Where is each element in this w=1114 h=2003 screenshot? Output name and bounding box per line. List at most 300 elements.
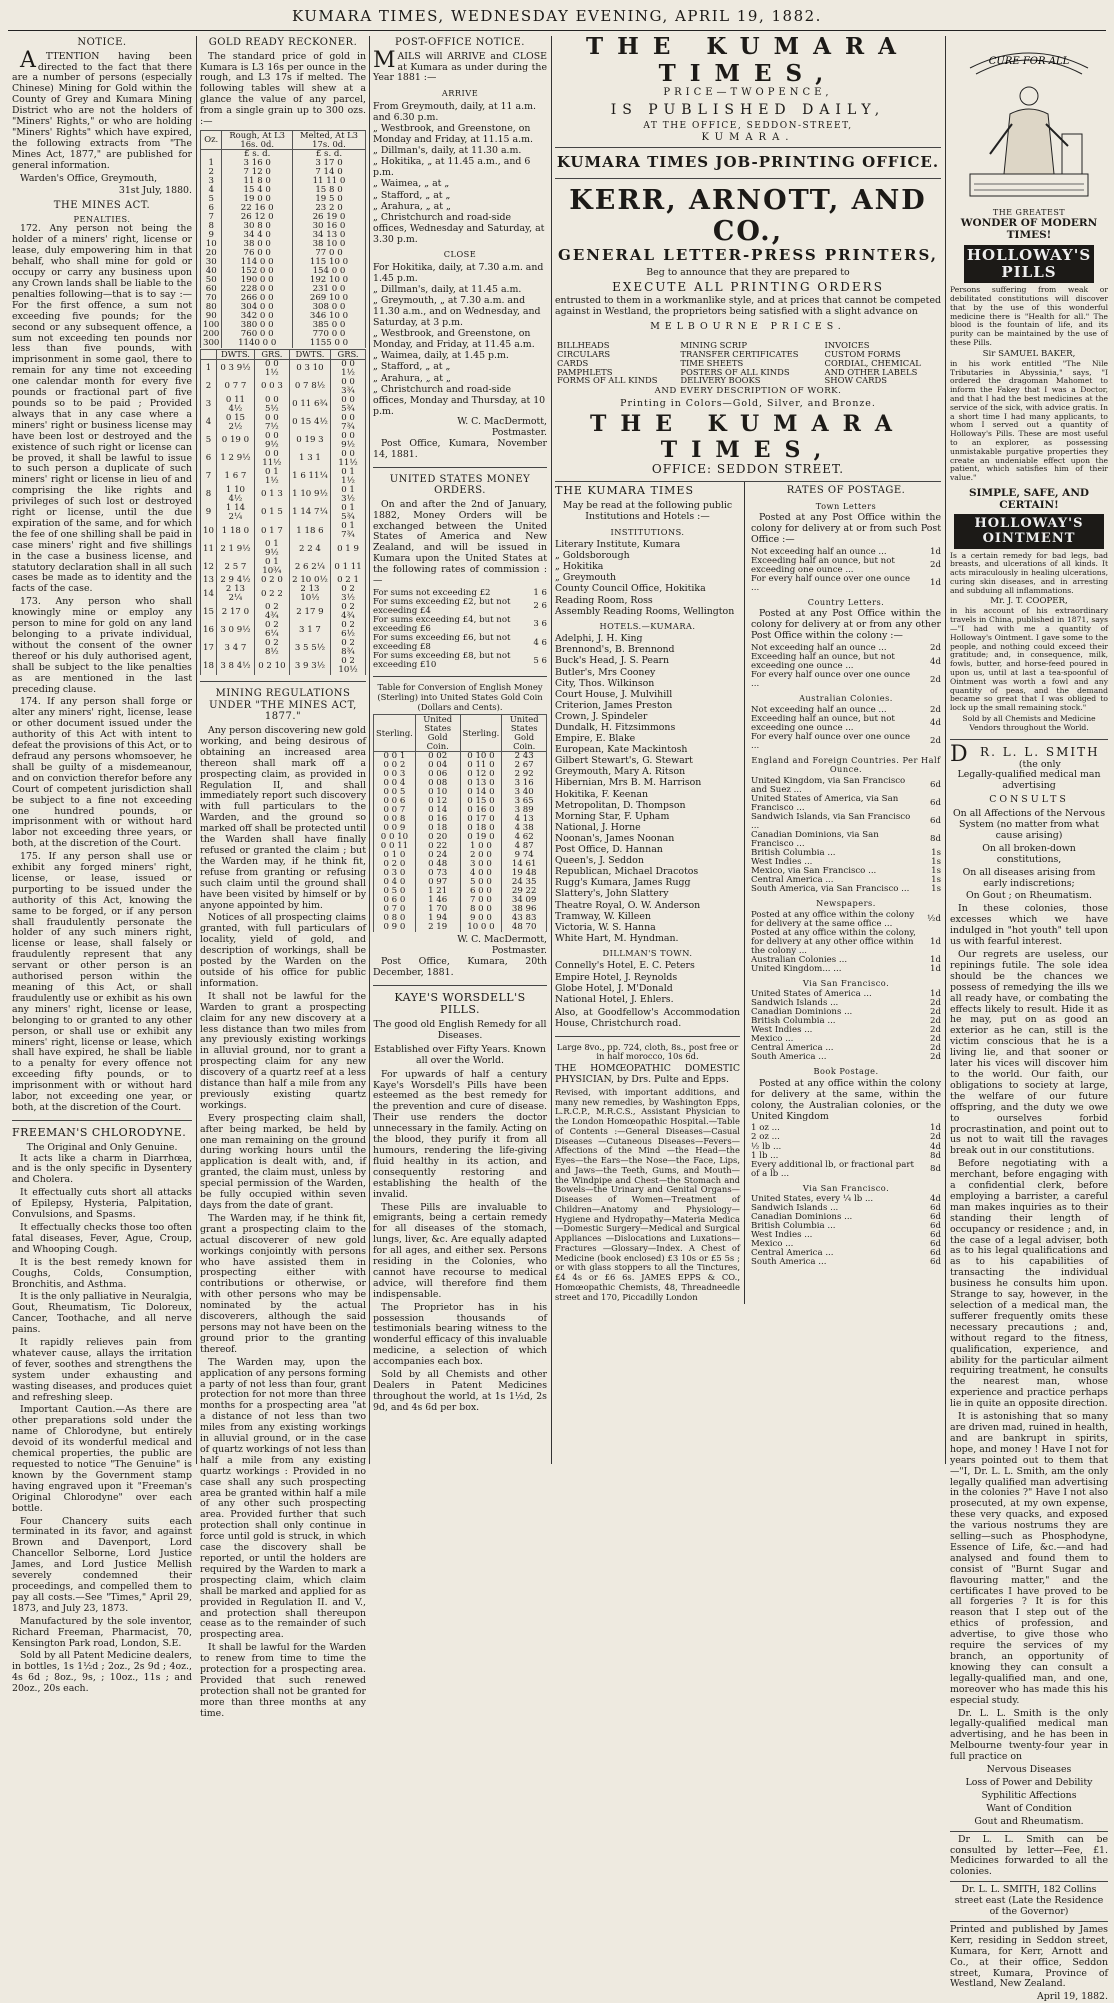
rate-label: Central America ...	[751, 1248, 834, 1259]
table-cell: 40	[201, 267, 222, 276]
table-cell: 11	[201, 540, 217, 558]
table-cell: 380 0 0	[222, 321, 293, 330]
rate-label: Mexico ...	[751, 1239, 794, 1250]
institutions-list	[555, 539, 740, 617]
table-row	[555, 376, 941, 385]
list-item: Tramway, W. Killeen	[555, 910, 651, 922]
postmaster-signature: W. C. MacDermott,	[457, 415, 547, 427]
notice-heading: NOTICE.	[77, 37, 127, 48]
table-cell: 1 6 11¼	[289, 468, 330, 486]
table-cell: 2 9 4½	[216, 576, 254, 585]
paragraph: 172. Any person not being the holder of a miners' right, license or lease, duly empowering him in that behalf, who shall mine for gold or occupy or carry any business upon any Crown lands shall be liable to the penalties following—that is to say :—For the first offence, a sum not exceeding five pounds; for the second or any subsequent offence, a sum not exceeding ten pounds nor less than five pounds, with imprisonment in some gaol, there to remain for any time not exceeding one calendar month for every five pounds or fractional part of five pounds so to be paid ; Provided always that in any case where a miners' right or business license may have been lost or destroyed and the existence of such right or license can be proved, it shall be lawful to issue to such person a duplicate of such miners' right or license in lieu of and comprising the like rights and privileges of such lost or destroyed right or license, until the due expiration of the same, and for which the fee of one shilling shall be paid in case miners' right and five shillings in the case a business license, and statutory declaration shall in all such cases be made as to identity and the facts of the case.	[12, 223, 192, 595]
rate-label: United States, every ¼ lb ...	[751, 1194, 874, 1205]
service-item: PAMPHLETS	[557, 366, 613, 377]
paragraph: Dr. L. L. Smith is the only legally-qualified medical man advertising, and he has been in Melbourne twenty-four year in full practice on	[950, 1707, 1108, 1763]
rate-row	[751, 715, 941, 733]
table-cell: 0 16	[415, 815, 460, 824]
kayes-pills-subheading: The good old English Remedy for all Diseases.	[373, 1019, 547, 1041]
table-cell: 19 5 0	[293, 195, 366, 204]
list-item: Criterion, James Preston	[555, 699, 673, 711]
institutions-column	[555, 482, 745, 1304]
table-cell: 0 0 11½	[331, 450, 366, 468]
paragraph: Any person discovering new gold working, and being desirous of obtaining an increased area thereon shall mark off a prospecting claim, as provided in Regulation II, and shall immediately report such discovery with full particulars to the Warden, and the ground so marked off shall be protected until the Warden shall have finally refused or granted the claim ; but the Warden may, if he think fit, refuse from granting or refusing such claim until the ground shall have been visited by himself or by anyone appointed by him.	[200, 725, 366, 911]
table-cell: 192 10 0	[293, 276, 366, 285]
table-cell: 38 96	[502, 905, 547, 914]
job-printing-heading: KUMARA TIMES JOB-PRINTING OFFICE.	[556, 153, 940, 172]
table-cell: 8 0 0	[460, 905, 502, 914]
arrive-list	[373, 101, 547, 245]
list-item: Morning Star, F. Upham	[555, 810, 670, 822]
list-item: Queen's, J. Seddon	[555, 855, 644, 867]
table-cell: 0 1 0	[374, 851, 416, 860]
table-header: United States Gold Coin.	[415, 715, 460, 751]
table-header: DWTS.	[289, 349, 330, 359]
column-rule	[551, 36, 552, 1464]
table-cell: 0 2 6¼	[254, 621, 289, 639]
separator	[373, 467, 547, 468]
ready-reckoner-intro: The standard price of gold in Kumara is L3 16s per ounce in the rough, and L3 17s if melted. The following tables will shew at a glance the value of any parcel, from a single grain up to 300 ozs. :—	[200, 50, 366, 128]
rate-row	[373, 652, 547, 670]
table-row	[201, 396, 366, 414]
list-item: „ Stafford, „ at „	[373, 189, 451, 201]
paragraph: Four Chancery suits each terminated in its favor, and against Brown and Davenport, Lord Chancellor Selborne, Lord Justice James, and Lord Justice Mellish severely condemned their proceedings, and compelled them to pay all costs.—See "Times," April 29, 1873, and July 23, 1873.	[12, 1515, 192, 1614]
table-cell: 0 2 0	[254, 576, 289, 585]
rate-label: Posted at any office within the colony for delivery at the same office ...	[751, 909, 915, 929]
list-item: Adelphi, J. H. King	[555, 633, 643, 645]
service-item: MINING SCRIP	[680, 340, 748, 351]
book-postage-intro: Posted at any office within the colony for delivery at the same, within the colony, the Australian colonies, or the United Kingdom	[751, 1077, 941, 1122]
table-cell: 2 43	[502, 751, 547, 761]
list-item: „ Arahura, „ at „	[373, 372, 451, 384]
rate-price: 1s	[931, 884, 941, 895]
table-cell: 3	[201, 177, 222, 186]
table-header: Sterling.	[374, 715, 416, 751]
table-cell: 3 4 7	[216, 639, 254, 657]
rate-price: 1d	[930, 546, 941, 557]
table-cell: 34 4 0	[222, 231, 293, 240]
rate-price: 6d	[930, 816, 941, 827]
dr-smith-text	[950, 904, 1108, 1763]
rate-price: 4 6	[533, 637, 547, 648]
table-cell: 0 2 4¾	[331, 603, 366, 621]
list-item: „ Waimea, „ at „	[373, 178, 450, 190]
table-cell: 266 0 0	[222, 294, 293, 303]
paragraph: On all broken-down constitutions,	[982, 842, 1076, 865]
table-cell: 0 0 1½	[254, 359, 289, 378]
list-item: European, Kate Mackintosh	[555, 744, 688, 756]
paragraph: Sold by all Patent Medicine dealers, in bottles, 1s 1½d ; 2oz., 2s 9d ; 4oz., 4s 6d ; 8oz., 9s, ; 10oz., 11s ; and 20oz., 20s each.	[12, 1650, 192, 1695]
close-list	[373, 262, 547, 417]
conversion-heading: Table for Conversion of English Money (Sterling) into United States Gold Coin (Dollars and Cents).	[377, 682, 543, 712]
rate-label: Exceeding half an ounce, but not exceeding one ounce ...	[751, 713, 895, 733]
table-row	[201, 504, 366, 522]
rate-price: 1d	[930, 936, 941, 947]
table-cell: 0 97	[415, 878, 460, 887]
rate-label: Central America ...	[751, 1043, 834, 1054]
list-item: Empire, E. Blake	[555, 733, 636, 745]
rate-price: 6d	[930, 1248, 941, 1259]
consults-list	[950, 809, 1108, 902]
list-item: For Hokitika, daily, at 7.30 a.m. and 1.45 p.m.	[373, 261, 544, 284]
list-item: „ Westbrook, and Greenstone, on Monday, and Friday, at 11.45 a.m.	[373, 328, 535, 351]
pills-text: Persons suffering from weak or debilitated constitutions will discover that by the use of this wonderful medicine there is "Health for all." The blood is the fountain of life, and its purity can be maintained by the use of these Pills.	[950, 285, 1108, 348]
table-cell: 8	[201, 222, 222, 231]
table-cell: 0 2 10	[254, 657, 289, 675]
service-item: CARDS	[557, 357, 589, 368]
paragraph: It rapidly relieves pain from whatever cause, allays the irritation of fever, soothes and strengthens the system under exhausting and wasting diseases, and produces quiet and refreshing sleep.	[12, 1337, 192, 1403]
rate-row	[373, 634, 547, 652]
table-cell: 9 74	[502, 851, 547, 860]
rate-label: For every half ounce over one ounce ...	[751, 670, 911, 690]
lower-section	[555, 482, 941, 1304]
mining-regulations-text	[200, 726, 366, 1720]
table-cell: 19 48	[502, 869, 547, 878]
rate-label: Posted at any office within the colony, for delivery at any other office within the colony ...	[751, 927, 916, 956]
rate-price: 4d	[930, 718, 941, 729]
table-cell: 0 15 4½	[289, 414, 330, 432]
paragraph: Notices of all prospecting claims granted, with full particulars of locality, yield of gold, and description of workings, shall be posted by the Warden on the outside of his office for public information.	[200, 912, 366, 989]
rate-price: 1d	[930, 954, 941, 965]
table-cell: 0 5 0	[374, 887, 416, 896]
table-cell: 9	[201, 231, 222, 240]
table-cell: 0 1 3½	[331, 486, 366, 504]
rate-price: 2d	[930, 1034, 941, 1045]
conversion-signature: W. C. MacDermott,	[457, 933, 547, 945]
table-cell: 0 1 5	[254, 504, 289, 522]
list-item: „ Greymouth, „ at 7.30 a.m. and 11.30 a.m., and on Wednesday, and Saturday, at 3 p.m.	[373, 294, 541, 329]
list-item: „ Waimea, daily, at 1.45 p.m.	[373, 350, 509, 362]
dr-smith-only: (the only	[1018, 758, 1061, 770]
rate-label: 1 lb ...	[751, 1150, 779, 1161]
kayes-pills-established: Established over Fifty Years. Known all over the World.	[374, 1043, 546, 1066]
table-row	[201, 522, 366, 540]
table-cell: 0 0 7	[374, 806, 416, 815]
list-item: County Council Office, Hokitika	[555, 583, 706, 595]
rate-price: 2d	[930, 1132, 941, 1143]
rate-price: 6d	[930, 1239, 941, 1250]
table-cell: 11 11 0	[293, 177, 366, 186]
table-cell: 190 0 0	[222, 276, 293, 285]
table-cell: 12	[201, 558, 217, 576]
dr-smith-address: Dr. L. L. SMITH, 182 Collins street east (Late the Residence of the Governor)	[954, 1884, 1104, 1918]
sold-by: Sold by all Chemists and Medicine Vendors throughout the World.	[962, 714, 1096, 732]
table-cell: 4 0 0	[460, 869, 502, 878]
table-cell: 6 0 0	[460, 887, 502, 896]
table-cell: 6	[201, 204, 222, 213]
rate-price: 2d	[930, 560, 941, 571]
cooper-text: in his account of his extraordinary travels in China, published in 1871, says—"I had with me a quantity of Holloway's Ointment. I gave some to the people, and nothing could exceed their gratitude; and, in consequence, milk, fowls, butter, and horse-feed poured in upon us, until at last a tea-spoonful of Ointment was worth a fowl and any quantity of peas, and the demand became so great that I was obliged to lock up the small remaining stock."	[950, 606, 1108, 713]
dr-smith-ailments	[950, 1765, 1108, 1828]
table-cell: 0 12	[415, 797, 460, 806]
money-orders-intro: On and after the 2nd of January, 1882, Money Orders will be exchanged between the United States of America and New Zealand, and will be issued in Kumara upon the United States at the following rates of commission :—	[373, 498, 547, 587]
cooper-name: Mr. J. T. COOPER,	[990, 596, 1068, 607]
rate-label: For sums exceeding £4, but not exceeding £6	[373, 614, 511, 634]
rate-price: 2d	[930, 736, 941, 747]
table-header: GRS.	[331, 349, 366, 359]
times-title: THE KUMARA TIMES,	[586, 33, 910, 87]
table-cell: 1 18 6	[289, 522, 330, 540]
chlorodyne-heading: FREEMAN'S CHLORODYNE.	[12, 1125, 187, 1139]
baker-text: in his work entitled "The Nile Tributaries in Abyssinia," says, "I ordered the dragoman Mahomet to inform the Fakey that I was a Doctor, and that I had the best medicines at the service of the sick, with advice gratis. In a short time I had many applicants, to whom I served out a quantity of Holloway's Pills. These are most useful to an explorer, as possessing unmistakable purgative properties they create an undeniable effect upon the patient, which satisfies him of their value."	[950, 358, 1108, 483]
table-cell: 3 40	[502, 788, 547, 797]
table-cell: 1 46	[415, 896, 460, 905]
list-item: National Hotel, J. Ehlers.	[555, 993, 674, 1005]
table-cell: 228 0 0	[222, 285, 293, 294]
rate-price: 1d	[930, 1123, 941, 1134]
newspapers-heading: Newspapers.	[816, 898, 876, 909]
table-cell: 0 06	[415, 770, 460, 779]
table-cell: 1 94	[415, 914, 460, 923]
table-cell: 30 8 0	[222, 222, 293, 231]
rate-price: 6d	[930, 1230, 941, 1241]
firm-name: KERR, ARNOTT, AND CO.,	[569, 184, 927, 247]
rate-label: For sums not exceeding £2	[373, 587, 491, 598]
book-postage-rates	[751, 1124, 941, 1178]
chlorodyne-text	[12, 1154, 192, 1696]
table-header: Melted, At L3 17s. 0d.	[293, 130, 366, 149]
rate-label: British Columbia ...	[751, 847, 836, 858]
newspapers-rates	[751, 911, 941, 974]
list-item: Victoria, W. S. Hanna	[555, 921, 656, 933]
list-item: „ Stafford, „ at „	[373, 361, 451, 373]
table-cell: 26 12 0	[222, 213, 293, 222]
print-services-table	[555, 341, 941, 385]
post-office-heading: POST-OFFICE NOTICE.	[395, 37, 525, 48]
dr-smith-letter: Dr L. L. Smith can be consulted by letter—Fee, £1. Medicines forwarded to all the colonies.	[950, 1833, 1108, 1878]
imprint: Printed and published by James Kerr, residing in Seddon street, Kumara, for Kerr, Arnott and Co., at their office, Seddon street, Kumara, Province of Westland, New Zealand.	[950, 1923, 1108, 1990]
list-item: „ Christchurch and road-side offices, Wednesday and Saturday, at 3.30 p.m.	[373, 211, 545, 245]
list-item: Globe Hotel, J. M'Donald	[555, 982, 673, 994]
table-cell: 0 4 0	[374, 878, 416, 887]
postage-rates-heading: RATES OF POSTAGE.	[786, 485, 906, 497]
postage-rates-column	[751, 482, 941, 1304]
rate-price: 8d	[930, 1150, 941, 1161]
separator	[950, 1881, 1108, 1882]
table-header: United States Gold Coin.	[502, 715, 547, 751]
service-item: TRANSFER CERTIFICATES	[680, 348, 799, 359]
list-item: Crown, J. Spindeler	[555, 710, 648, 722]
list-item: „ Hokitika	[555, 561, 604, 573]
rate-row	[751, 1161, 941, 1179]
table-cell: 0 15 0	[460, 797, 502, 806]
table-header: Oz.	[201, 130, 222, 149]
table-row	[201, 657, 366, 675]
rate-row	[751, 733, 941, 751]
table-cell: 0 19 0	[216, 432, 254, 450]
table-cell: 0 8 0	[374, 914, 416, 923]
rate-label: For sums exceeding £2, but not exceeding £4	[373, 596, 511, 616]
kayes-pills-text	[373, 1070, 547, 1414]
paragraph: It effectually cuts short all attacks of Epilepsy, Hysteria, Palpitation, Convulsions, and Spasms.	[12, 1187, 192, 1221]
melbourne-prices: MELBOURNE PRICES.	[650, 321, 846, 333]
rate-label: 2 oz ...	[751, 1132, 780, 1143]
notice-date: 31st July, 1880.	[118, 185, 192, 197]
table-cell: 346 10 0	[293, 312, 366, 321]
commission-table	[373, 589, 547, 670]
table-cell: 9 0 0	[460, 914, 502, 923]
table-cell: 1155 0 0	[293, 339, 366, 348]
list-item: Dundalk, H. Fitzsimmons	[555, 722, 676, 734]
table-cell: 0 1 10¾	[254, 558, 289, 576]
kayes-pills-heading: KAYE'S WORSDELL'S PILLS.	[394, 990, 526, 1017]
column-5	[950, 34, 1108, 2003]
rate-label: Not exceeding half an ounce ...	[751, 546, 887, 557]
table-cell: 0 0 1½	[331, 359, 366, 378]
rate-price: 1 6	[533, 587, 547, 598]
rate-label: Not exceeding half an ounce ...	[751, 643, 887, 654]
post-office-intro: MAILS will ARRIVE and CLOSE at Kumara as under during the Year 1881 :—	[373, 47, 547, 84]
paragraph: It is astonishing that so many are driven mad, ruined in health, and are bankrupt in spirits, hope, and money ! Have I not for years pointed out to them that—"I, Dr. L. L. Smith, am the only legally qualified man advertising in the colonies ?" Have I not also prosecuted, at my own expense, these very quacks, and exposed the various nostrums they are selling—such as Phosphodyne, Essence of Life, &c.—and had analysed and found them to consist of "Burnt Sugar and flavouring matter," and the certificates I have proved to be all forgeries ? It is for this reason that I step out of the ethics of profession, and advertise, to give those who require the services of my branch, an opportunity of knowing they can consult a legally-qualified man, and one, moreover who has made this his especial study.	[950, 1411, 1108, 1706]
column-3	[373, 34, 547, 1464]
table-cell: 43 83	[502, 914, 547, 923]
table-cell: 13	[201, 576, 217, 585]
table-cell: 2 17 9	[289, 603, 330, 621]
rate-label: South America ...	[751, 1257, 827, 1268]
table-cell: 770 0 0	[293, 330, 366, 339]
table-cell: 0 2 10½	[331, 657, 366, 675]
arrive-heading: ARRIVE	[441, 88, 479, 99]
table-cell: 19 0 0	[222, 195, 293, 204]
table-cell: 100	[201, 321, 222, 330]
rate-label: Canadian Dominions ...	[751, 1212, 853, 1223]
service-item: CUSTOM FORMS	[824, 348, 901, 359]
table-cell: 0 10 0	[460, 751, 502, 761]
dr-smith-heading: DR. L. L. SMITH	[950, 741, 1100, 767]
list-item: Hibernian, Mrs B. M. Harrison	[555, 777, 702, 789]
ounces-table	[200, 130, 366, 348]
table-cell: 0 19 3	[289, 432, 330, 450]
table-cell: 2	[201, 378, 217, 396]
list-item: Gilbert Stewart's, G. Stewart	[555, 755, 693, 767]
rate-row	[751, 813, 941, 831]
paragraph: Manufactured by the sole inventor, Richard Freeman, Pharmacist, 70, Kensington Park road, London, S.E.	[12, 1615, 192, 1649]
rate-price: 2d	[930, 998, 941, 1009]
rate-price: 6d	[930, 1212, 941, 1223]
table-cell: 3 89	[502, 806, 547, 815]
separator	[373, 985, 547, 986]
list-item: „ Goldsborough	[555, 550, 630, 562]
table-cell: 300	[201, 339, 222, 348]
column-2	[200, 34, 366, 1719]
paragraph: For upwards of half a century Kaye's Worsdell's Pills have been esteemed as the best remedy for the prevention and cure of disease. Their use renders the doctor unnecessary in the family. Acting on the blood, they purify it from all humours, rendering the life-giving fluid healthy in its action, and consequently restoring and establishing the health of the invalid.	[373, 1068, 547, 1200]
table-cell: 3	[201, 396, 217, 414]
table-cell: 30 16 0	[293, 222, 366, 231]
table-cell: 3 5 5½	[289, 639, 330, 657]
table-cell: 60	[201, 285, 222, 294]
rate-label: Mexico, via San Francisco ...	[751, 866, 877, 877]
table-cell: 200	[201, 330, 222, 339]
rate-label: Not exceeding half an ounce ...	[751, 704, 887, 715]
money-orders-heading: UNITED STATES MONEY ORDERS.	[389, 473, 531, 497]
rate-label: West Indies ...	[751, 1230, 813, 1241]
table-row	[201, 414, 366, 432]
table-cell: 14	[201, 585, 217, 603]
rate-price: 4d	[930, 1141, 941, 1152]
table-cell: 1 10 9½	[289, 486, 330, 504]
town-letters-intro: Posted at any Post Office within the colony for delivery at or from such Post Office :—	[751, 512, 941, 545]
table-cell: 0 11 4½	[216, 396, 254, 414]
hotels-list	[555, 633, 740, 944]
table-row	[201, 450, 366, 468]
rate-price: 8d	[930, 1164, 941, 1175]
conversion-signature-title: Postmaster.	[491, 944, 547, 956]
rate-row	[373, 598, 547, 616]
table-cell: 0 2 8¾	[331, 639, 366, 657]
table-cell: 2 67	[502, 761, 547, 770]
table-cell: 0 18 0	[460, 824, 502, 833]
column-rule	[369, 36, 370, 1464]
chlorodyne-subheading: The Original and Only Genuine.	[26, 1141, 178, 1153]
simple-safe-heading: SIMPLE, SAFE, AND CERTAIN!	[968, 487, 1090, 512]
service-item: SHOW CARDS	[824, 375, 887, 386]
table-cell: 0 19 0	[460, 833, 502, 842]
list-item: Assembly Reading Rooms, Wellington	[555, 605, 735, 617]
paragraph: Syphilitic Affections	[981, 1789, 1077, 1801]
rate-label: West Indies ...	[751, 857, 813, 867]
mines-act-clauses	[12, 224, 192, 1113]
table-cell: 7	[201, 213, 222, 222]
separator	[200, 681, 366, 682]
list-item: Greymouth, Mary A. Ritson	[555, 766, 686, 778]
table-row	[201, 432, 366, 450]
paragraph: It is the only palliative in Neuralgia, Gout, Rheumatism, Tic Doloreux, Cancer, Toothache, and all nerve pains.	[12, 1291, 192, 1336]
rate-label: Exceeding half an ounce, but not exceeding one ounce ...	[751, 555, 895, 575]
table-cell: 0 2 3½	[331, 585, 366, 603]
rate-label: United States of America, via San Francisco ...	[751, 793, 899, 813]
paragraph: Every prospecting claim shall, after being marked, be held by one man remaining on the ground during working hours until the application is dealt with, and, if granted, the claim must, unless by special permission of the Warden, be fully occupied within seven days from the date of grant.	[200, 1112, 366, 1212]
times-title-2: THE KUMARA TIMES,	[590, 411, 906, 463]
table-cell: 760 0 0	[222, 330, 293, 339]
rate-label: Canadian Dominions ...	[751, 1007, 853, 1018]
book-postage-heading: Book Postage.	[813, 1066, 879, 1077]
rate-label: United States of America ...	[751, 989, 872, 1000]
paragraph: 174. If any person shall forge or alter any miners' right, license, lease or other document issued under the authority of this Act with intent to defeat the provisions of this Act, or to defraud any persons whomsoever, he shall be guilty of a misdemeanour, and on conviction therefor before any Court of competent jurisdiction shall be subject to a fine not exceeding one hundred pounds, or imprisonment with or without hard labor not exceeding three years, or both, at the discretion of the Court.	[12, 696, 192, 850]
rate-price: 8d	[930, 834, 941, 845]
separator	[555, 178, 941, 179]
table-cell: 4 38	[502, 824, 547, 833]
list-item: „ Dillman's, daily, at 11.45 a.m.	[373, 283, 522, 295]
dillmans-heading: DILLMAN'S TOWN.	[602, 947, 693, 958]
table-cell: 3 0 0	[460, 860, 502, 869]
table-cell: 10	[201, 240, 222, 249]
cure-for-all-banner: CURE FOR ALL	[988, 56, 1070, 67]
table-cell: 30	[201, 258, 222, 267]
rate-label: United Kingdom... ...	[751, 963, 842, 974]
table-cell: 2 10 0½	[289, 576, 330, 585]
table-cell: 1 21	[415, 887, 460, 896]
australian-colonies-heading: Australian Colonies.	[799, 693, 893, 704]
paragraph: It is the best remedy known for Coughs, Colds, Consumption, Bronchitis, and Asthma.	[12, 1256, 192, 1290]
australian-colonies-rates	[751, 706, 941, 751]
table-cell: 0 13 0	[460, 779, 502, 788]
rate-price: 1d	[930, 989, 941, 1000]
via-san-francisco-heading: Via San Francisco.	[802, 977, 890, 988]
table-cell: 15	[201, 603, 217, 621]
table-cell: 7 12 0	[222, 168, 293, 177]
table-cell: 38 10 0	[293, 240, 366, 249]
imprint-date: April 19, 1882.	[1037, 1991, 1108, 2003]
table-cell: 0 0 3	[254, 378, 289, 396]
via-san-francisco-rates	[751, 990, 941, 1062]
rate-label: British Columbia ...	[751, 1221, 836, 1232]
table-cell: 0 17 0	[460, 815, 502, 824]
mines-act-heading: THE MINES ACT.	[53, 200, 151, 212]
table-cell: 0 0 1	[374, 751, 416, 761]
rate-price: 6d	[930, 1257, 941, 1268]
rate-row	[751, 777, 941, 795]
separator	[555, 147, 941, 148]
list-item: Post Office, D. Hannan	[555, 844, 663, 856]
